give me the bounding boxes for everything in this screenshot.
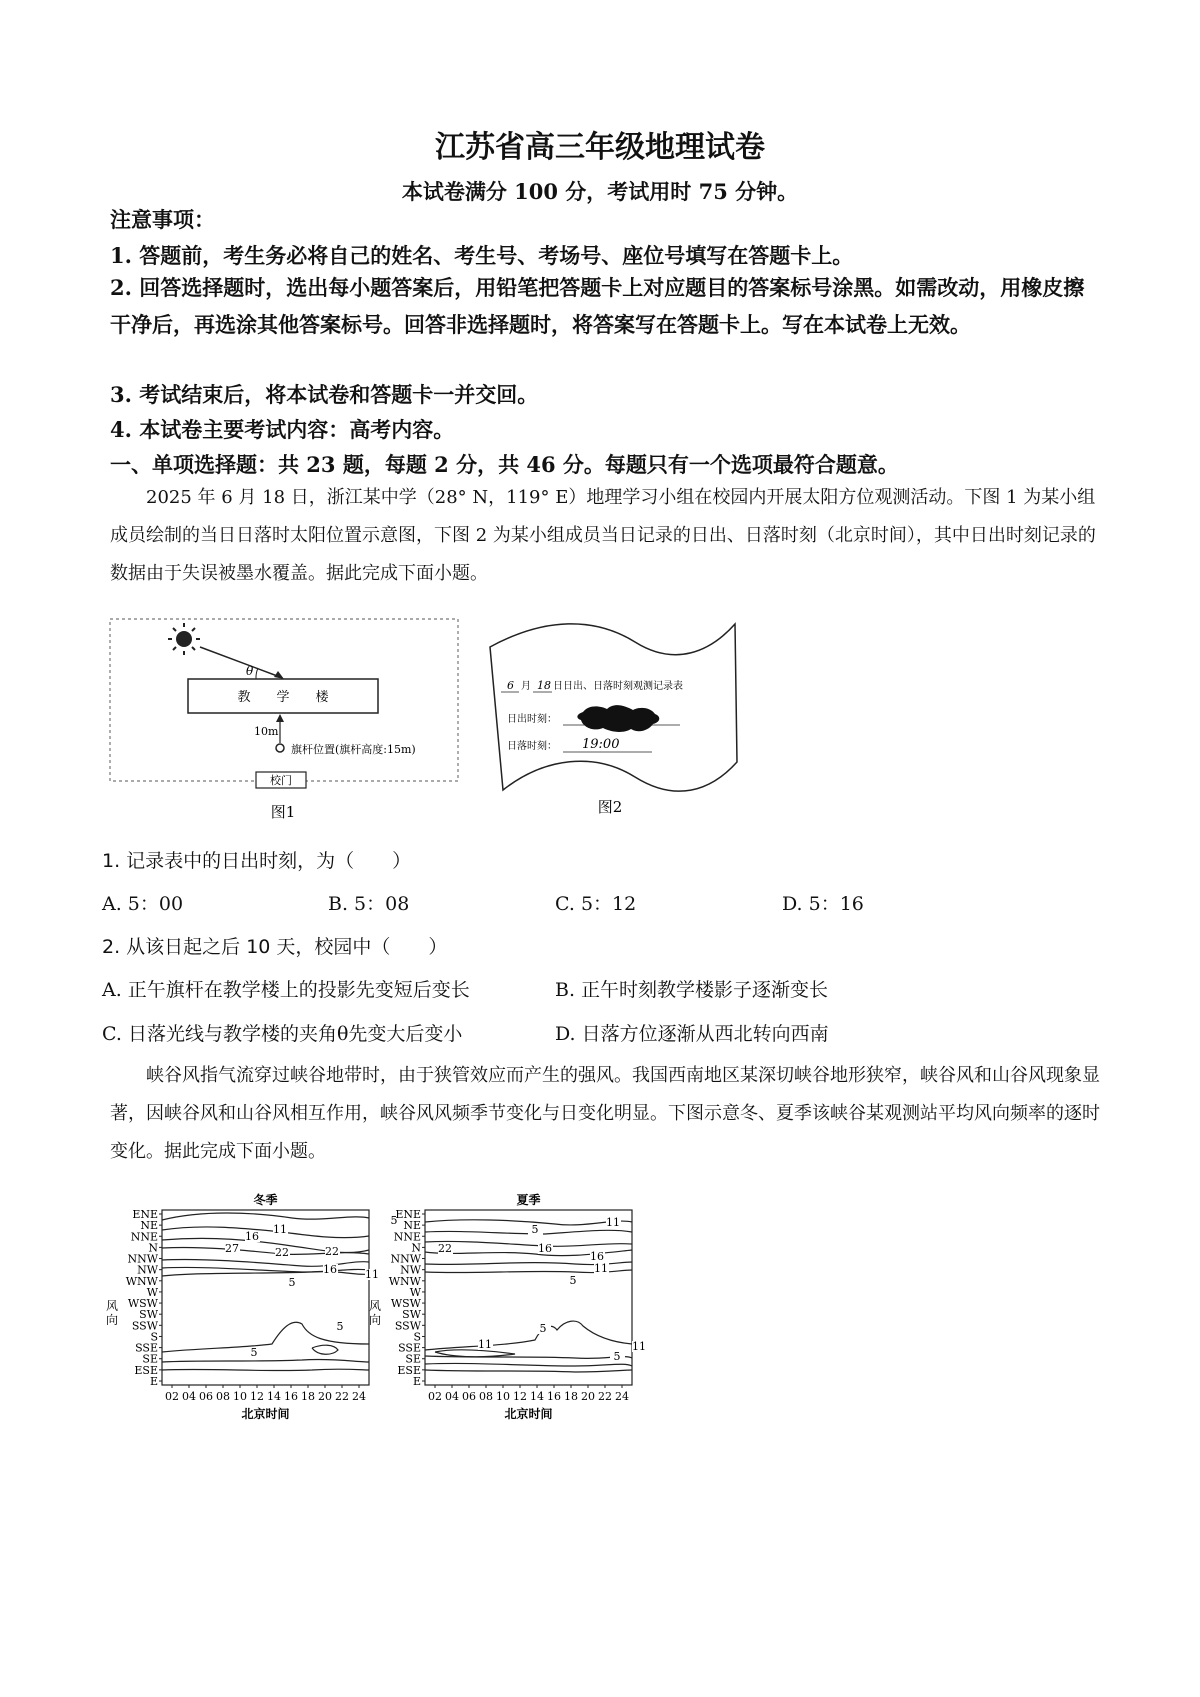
y-axis-label-1: 向 [368,1313,382,1327]
y-axis-label-0: 向 [105,1313,119,1327]
figure-1 [108,617,463,827]
time-tick-label: 16 [547,1390,561,1403]
note-4: 4. 本试卷主要考试内容：高考内容。 [110,417,455,442]
section-heading: 一、单项选择题：共 23 题，每题 2 分，共 46 分。每题只有一个选项最符合题意。 [110,452,899,477]
contour-label: 5 [390,1214,398,1227]
x-axis-label-1: 北京时间 [504,1407,553,1421]
contour-line [162,1369,369,1370]
exam-title: 江苏省高三年级地理试卷 [435,130,765,165]
wind-frequency-charts [95,1190,655,1445]
question-1-option-d: D. 5：16 [782,893,864,915]
direction-label: ESE [397,1363,421,1377]
contour-line [425,1241,632,1246]
direction-label: NW [137,1263,158,1277]
direction-label: E [412,1375,421,1388]
flagpole-icon [276,744,284,752]
material-paragraph-2: 峡谷风指气流穿过峡谷地带时，由于狭管效应而产生的强风。我国西南地区某深切峡谷地形狭窄，峡谷风和山谷风现象显著，因峡谷风和山谷风相互作用，峡谷风风频季节变化与日变化明显。下图示意冬、夏季该峡谷某观测站平均风向频率的逐时变化。据此完成下面小题。 [110,1065,1100,1162]
flagpole-label: 旗杆位置(旗杆高度:15m) [291,743,416,756]
sun-ray [200,647,280,677]
time-tick-label: 08 [479,1390,493,1403]
time-tick-label: 10 [496,1390,510,1403]
direction-label: ENE [132,1208,158,1221]
time-tick-label: 16 [284,1390,298,1403]
time-tick-label: 02 [428,1390,442,1403]
question-1-option-c: C. 5：12 [555,893,637,915]
time-tick-label: 18 [301,1390,315,1403]
time-tick-label: 12 [250,1390,264,1403]
contour-line [425,1370,632,1372]
question-1-stem: 1. 记录表中的日出时刻，为（ ） [102,850,412,872]
time-tick-label: 20 [318,1390,332,1403]
direction-label: ENE [395,1208,421,1221]
time-tick-label: 14 [530,1390,544,1403]
contour-line [425,1321,632,1350]
building-label: 教 学 楼 [237,690,329,705]
direction-label: WNW [125,1274,158,1288]
theta-label: θ [246,664,254,678]
contour-label: 5 [569,1274,577,1287]
time-tick-label: 02 [165,1390,179,1403]
material-paragraph-1: 2025 年 6 月 18 日，浙江某中学（28° N，119° E）地理学习小组在校园内开展太阳方位观测活动。下图 1 为某小组成员绘制的当日日落时太阳位置示意图，下图 2 为某小组成员当日记录的日出、日落时刻（北京时间），其中日出时刻记录的数据由于失误被墨水覆盖。据此完成下面小题。 [110,487,1096,584]
question-2-option-c: C. 日落光线与教学楼的夹角θ先变大后变小 [102,1023,463,1045]
distance-label: 10m [254,725,279,738]
direction-label: SW [139,1308,158,1322]
contour-label: 5 [288,1276,296,1289]
sunset-label: 日落时刻： [507,741,557,752]
note-1: 1. 答题前，考生务必将自己的姓名、考生号、考场号、座位号填写在答题卡上。 [110,243,854,268]
direction-label: SE [405,1352,421,1366]
direction-label: WSW [390,1297,421,1311]
contour-label: 11 [478,1338,492,1351]
sunset-value: 19:00 [582,737,620,752]
month-value: 6 [507,679,514,692]
direction-label: NNW [390,1252,421,1266]
time-tick-label: 24 [352,1390,366,1403]
question-2-option-d: D. 日落方位逐渐从西北转向西南 [555,1023,829,1045]
direction-label: SSW [394,1319,421,1333]
contour-label: 5 [250,1346,258,1359]
contour-line [162,1213,369,1220]
contour-label: 22 [438,1242,452,1255]
contour-label: 11 [594,1262,608,1275]
direction-label: S [150,1330,158,1344]
time-tick-label: 22 [598,1390,612,1403]
y-axis-label-1: 风 [368,1299,382,1313]
direction-label: W [146,1285,158,1299]
gate-label: 校门 [270,774,292,787]
time-tick-label: 04 [445,1390,459,1403]
direction-label: NE [403,1219,421,1233]
time-tick-label: 20 [581,1390,595,1403]
direction-label: ESE [134,1363,158,1377]
chart-title-1: 夏季 [516,1193,541,1207]
contour-label: 22 [275,1246,289,1259]
direction-label: SSE [398,1341,421,1355]
question-1-option-a: A. 5：00 [102,893,184,915]
direction-label: N [411,1241,421,1255]
contour-line [312,1345,338,1354]
ink-blot [577,705,659,732]
day-value: 18 [537,679,551,692]
chart-title-0: 冬季 [253,1193,278,1207]
direction-label: SSE [135,1341,158,1355]
contour-line [162,1227,369,1238]
plot-frame-0 [162,1210,369,1385]
direction-label: SSW [131,1319,158,1333]
table-title: 日日出、日落时刻观测记录表 [553,681,683,692]
contour-line [162,1359,369,1362]
contour-label: 16 [590,1250,604,1263]
y-axis-label-0: 风 [105,1299,119,1313]
direction-label: NNE [130,1230,158,1244]
contour-line [425,1356,632,1358]
exam-subtitle: 本试卷满分 100 分，考试用时 75 分钟。 [401,179,799,204]
sun-icon [168,623,200,655]
contour-label: 16 [245,1230,259,1243]
contour-label: 16 [323,1263,337,1276]
contour-label: 11 [273,1223,287,1236]
contour-label: 11 [632,1340,646,1353]
contour-label: 11 [606,1216,620,1229]
direction-label: NE [140,1219,158,1233]
contour-label: 22 [325,1245,339,1258]
figure-1-caption: 图1 [270,803,296,821]
contour-label: 5 [539,1322,547,1335]
time-tick-label: 08 [216,1390,230,1403]
question-2-option-a: A. 正午旗杆在教学楼上的投影先变短后变长 [102,979,470,1001]
direction-label: SE [142,1352,158,1366]
figure-2-caption: 图2 [597,798,623,816]
time-tick-label: 14 [267,1390,281,1403]
direction-label: W [409,1285,421,1299]
direction-label: N [148,1241,158,1255]
direction-label: NNE [393,1230,421,1244]
sunrise-label: 日出时刻： [507,714,557,725]
contour-label: 5 [613,1350,621,1363]
direction-label: WNW [388,1274,421,1288]
x-axis-label-0: 北京时间 [241,1407,290,1421]
figure-2 [485,612,745,827]
time-tick-label: 22 [335,1390,349,1403]
direction-label: SW [402,1308,421,1322]
contour-label: 5 [531,1223,539,1236]
direction-label: NW [400,1263,421,1277]
question-2-option-b: B. 正午时刻教学楼影子逐渐变长 [555,979,829,1001]
time-tick-label: 24 [615,1390,629,1403]
contour-line [435,1350,515,1357]
time-tick-label: 18 [564,1390,578,1403]
plot-frame-1 [425,1210,632,1385]
contour-label: 5 [336,1320,344,1333]
time-tick-label: 06 [199,1390,213,1403]
direction-label: WSW [127,1297,158,1311]
contour-label: 16 [538,1242,552,1255]
contour-label: 11 [365,1268,379,1281]
time-tick-label: 10 [233,1390,247,1403]
question-2-stem: 2. 从该日起之后 10 天，校园中（ ） [102,936,448,958]
time-tick-label: 06 [462,1390,476,1403]
question-1-option-b: B. 5：08 [328,893,410,915]
note-3: 3. 考试结束后，将本试卷和答题卡一并交回。 [110,382,539,407]
direction-label: E [149,1375,158,1388]
month-unit: 月 [521,681,531,692]
contour-line [425,1363,632,1366]
contour-label: 27 [225,1242,239,1255]
note-2: 2. 回答选择题时，选出每小题答案后，用铅笔把答题卡上对应题目的答案标号涂黑。如需改动，用橡皮擦干净后，再选涂其他答案标号。回答非选择题时，将答案写在答题卡上。写在本试卷上无效。 [110,275,1085,337]
direction-label: NNW [127,1252,158,1266]
time-tick-label: 12 [513,1390,527,1403]
notes-heading: 注意事项： [110,207,215,232]
time-tick-label: 04 [182,1390,196,1403]
direction-label: S [413,1330,421,1344]
